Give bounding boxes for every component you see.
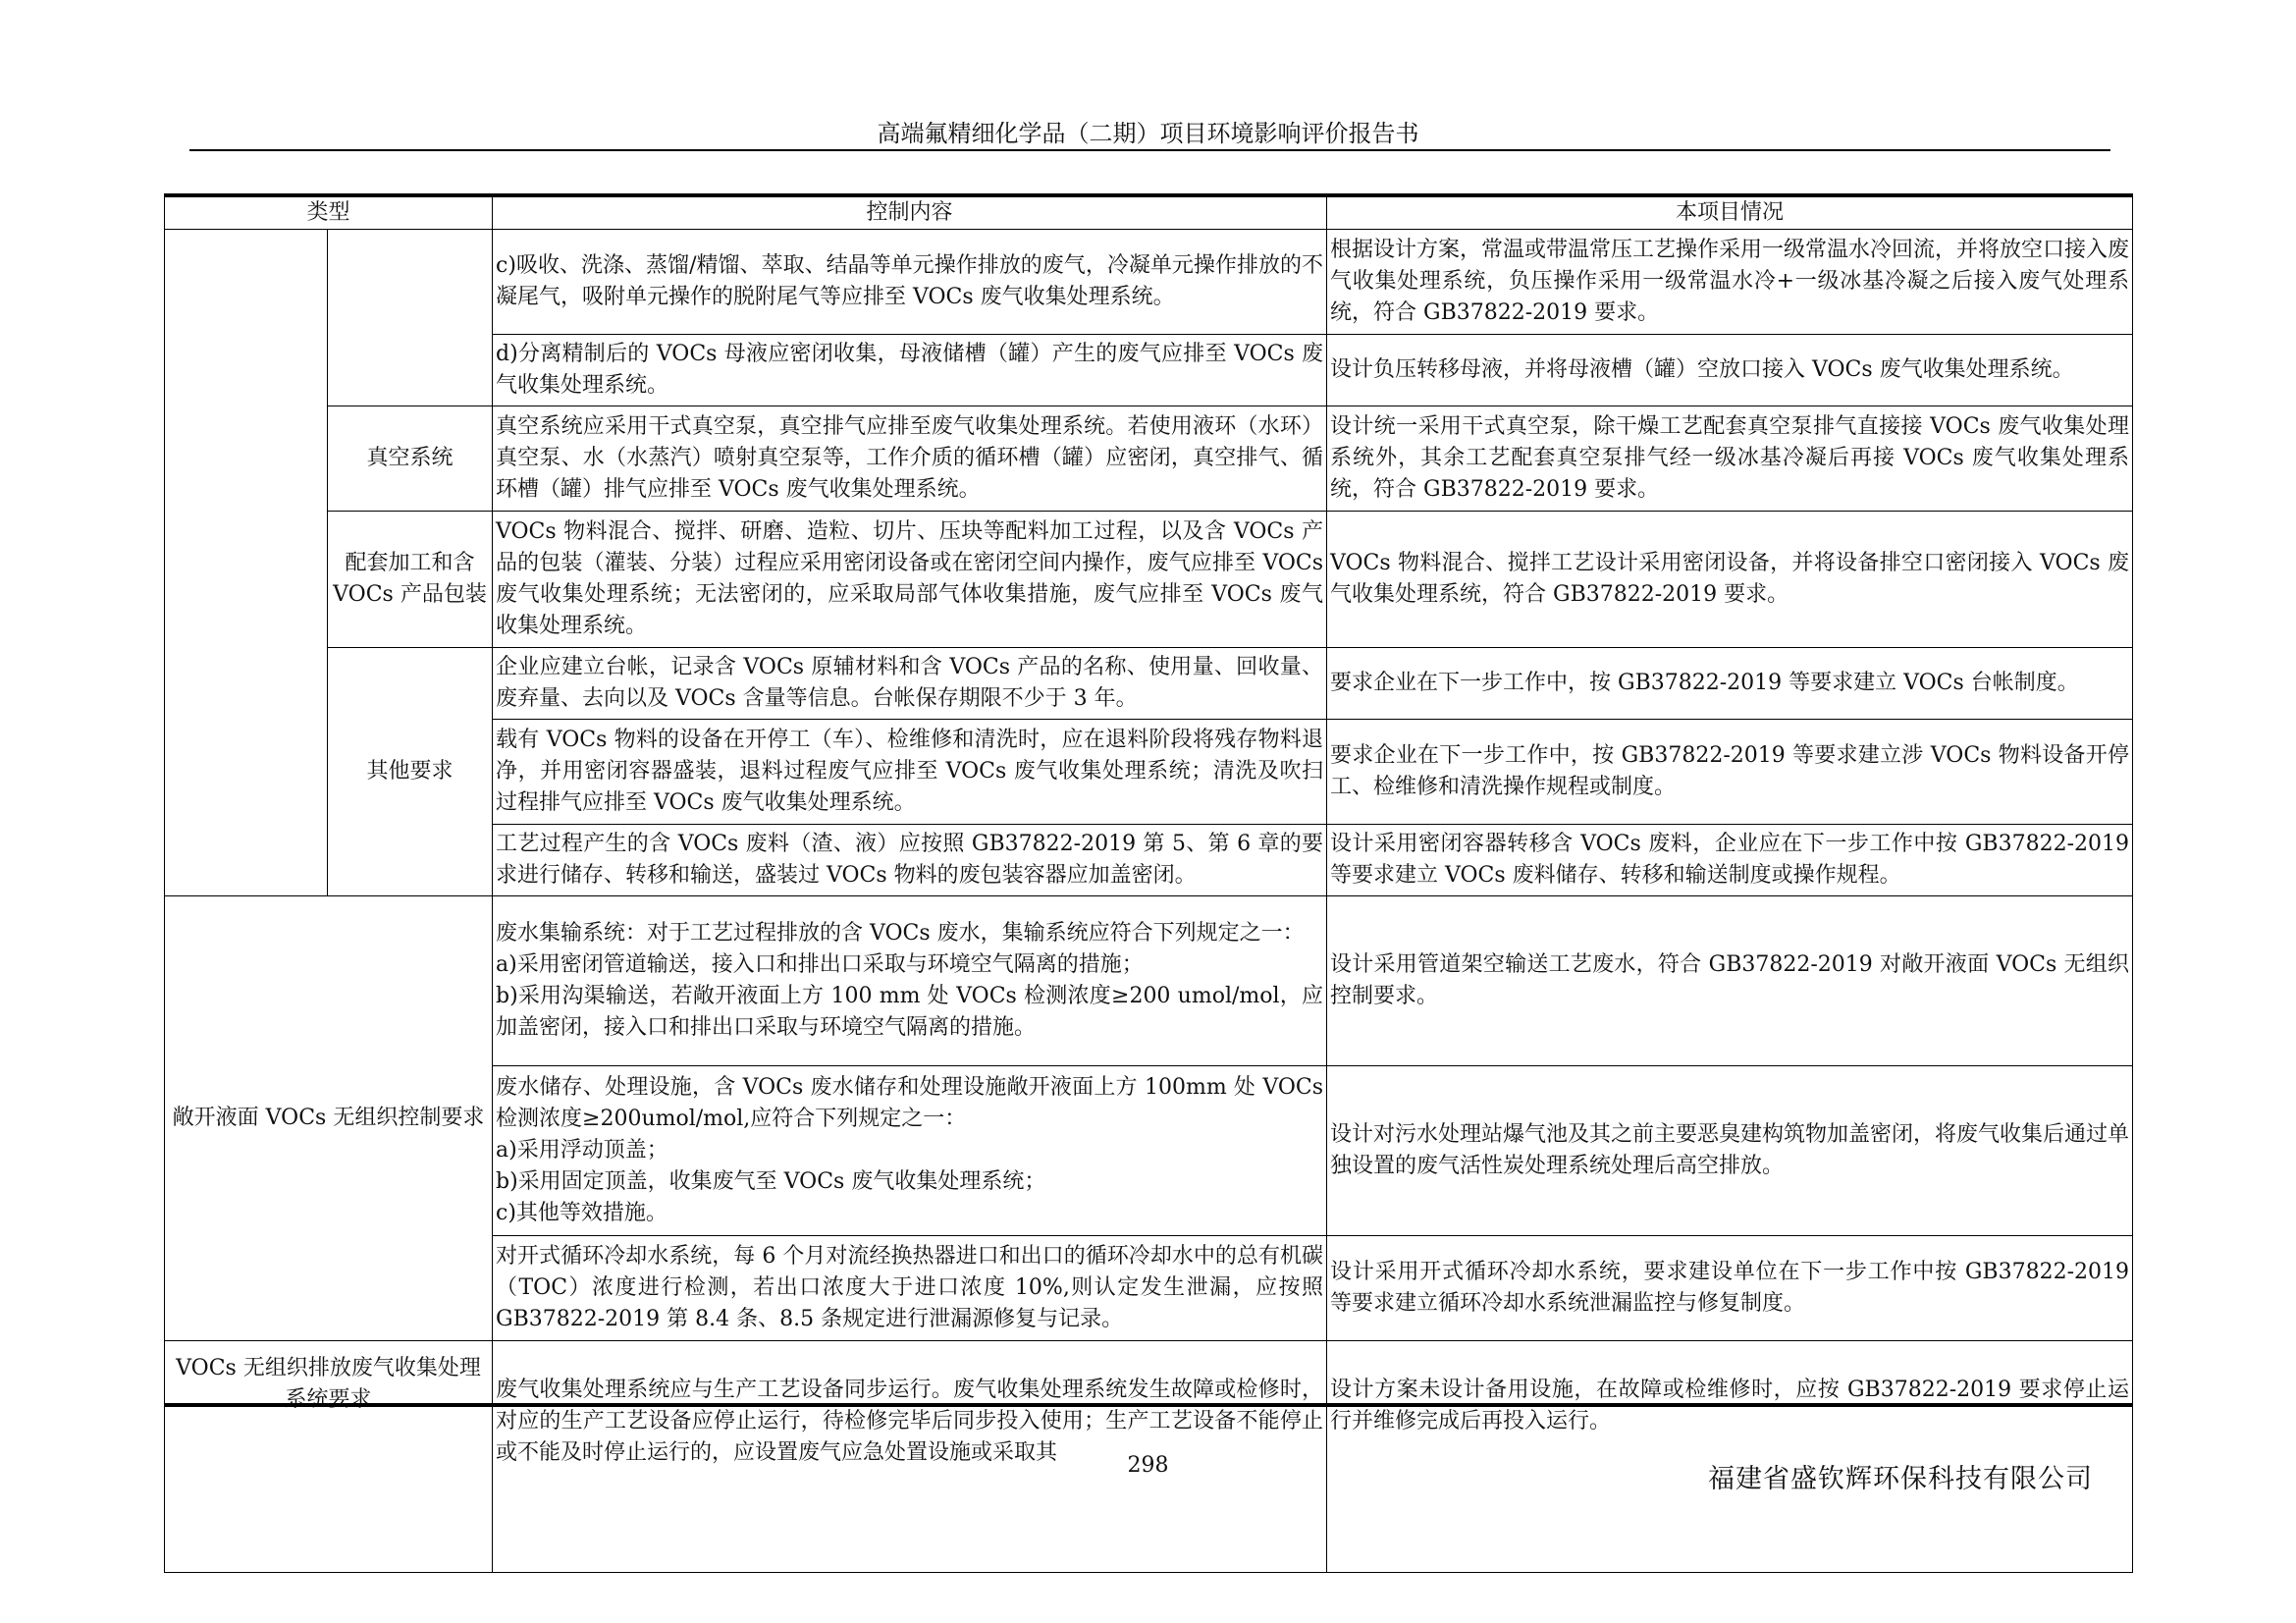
table-row [165,648,2133,720]
type-cell: 敞开液面 VOCs 无组织控制要求 [165,896,493,1341]
control-content-cell: 废气收集处理系统应与生产工艺设备同步运行。废气收集处理系统发生故障或检修时，对应的生产工艺设备应停止运行，待检修完毕后同步投入使用；生产工艺设备不能停止或不能及时停止运行的，应设置废气应急处置设施或采取其 [493,1341,1327,1573]
control-line: b)采用固定顶盖，收集废气至 VOCs 废气收集处理系统； [496,1169,1046,1194]
table-row [165,896,2133,1066]
page-number: 298 [1127,1453,1169,1478]
subtype-cell-continued [328,230,493,406]
control-line: a)采用密闭管道输送，接入口和排出口采取与环境空气隔离的措施； [496,952,1144,977]
control-line: 废水集输系统：对于工艺过程排放的含 VOCs 废水，集输系统应符合下列规定之一： [496,921,1305,946]
project-status-cell: 设计对污水处理站爆气池及其之前主要恶臭建构筑物加盖密闭，将废气收集后通过单独设置的废气活性炭处理系统处理后高空排放。 [1327,1066,2133,1236]
control-content-cell [493,896,1327,1066]
header-project-status: 本项目情况 [1327,195,2133,230]
project-status-cell: 设计方案未设计备用设施，在故障或检维修时，应按 GB37822-2019 要求停止运行并维修完成后再投入运行。 [1327,1341,2133,1573]
project-status-cell: 设计采用开式循环冷却水系统，要求建设单位在下一步工作中按 GB37822-2019 等要求建立循环冷却水系统泄漏监控与修复制度。 [1327,1236,2133,1341]
control-content-cell: 真空系统应采用干式真空泵，真空排气应排至废气收集处理系统。若使用液环（水环）真空泵、水（水蒸汽）喷射真空泵等，工作介质的循环槽（罐）应密闭，真空排气、循环槽（罐）排气应排至 VOCs 废气收集处理系统。 [493,406,1327,512]
company-name: 福建省盛钦辉环保科技有限公司 [1708,1464,2093,1494]
table-row [165,230,2133,335]
project-status-cell: VOCs 物料混合、搅拌工艺设计采用密闭设备，并将设备排空口密闭接入 VOCs 废气收集处理系统，符合 GB37822-2019 要求。 [1327,512,2133,648]
project-status-cell: 要求企业在下一步工作中，按 GB37822-2019 等要求建立 VOCs 台帐制度。 [1327,648,2133,720]
project-status-cell: 设计统一采用干式真空泵，除干燥工艺配套真空泵排气直接接 VOCs 废气收集处理系统外，其余工艺配套真空泵排气经一级冰基冷凝后再接 VOCs 废气收集处理系统，符合 GB37822-2019 要求。 [1327,406,2133,512]
table-bottom-rule [164,1403,2132,1407]
project-status-cell: 根据设计方案，常温或带温常压工艺操作采用一级常温水冷回流，并将放空口接入废气收集处理系统，负压操作采用一级常温水冷+一级冰基冷凝之后接入废气处理系统，符合 GB37822-2019 要求。 [1327,230,2133,335]
control-content-cell: VOCs 物料混合、搅拌、研磨、造粒、切片、压块等配料加工过程，以及含 VOCs 产品的包装（灌装、分装）过程应采用密闭设备或在密闭空间内操作，废气应排至 VOCs 废气收集处理系统；无法密闭的，应采取局部气体收集措施，废气应排至 VOCs 废气收集处理系统。 [493,512,1327,648]
subtype-cell: 配套加工和含 VOCs 产品包装 [328,512,493,648]
voc-control-table [164,193,2133,1573]
type-cell-continued [165,230,328,896]
table-row [165,512,2133,648]
control-content-cell: c)吸收、洗涤、蒸馏/精馏、萃取、结晶等单元操作排放的废气，冷凝单元操作排放的不凝尾气，吸附单元操作的脱附尾气等应排至 VOCs 废气收集处理系统。 [493,230,1327,335]
type-cell: VOCs 无组织排放废气收集处理系统要求 [165,1341,493,1573]
table-row [165,406,2133,512]
control-line: 废水储存、处理设施，含 VOCs 废水储存和处理设施敞开液面上方 100mm 处 VOCs 检测浓度≥200umol/mol,应符合下列规定之一： [496,1075,1324,1131]
project-status-cell: 设计负压转移母液，并将母液槽（罐）空放口接入 VOCs 废气收集处理系统。 [1327,335,2133,406]
project-status-cell: 设计采用密闭容器转移含 VOCs 废料，企业应在下一步工作中按 GB37822-2019 等要求建立 VOCs 废料储存、转移和输送制度或操作规程。 [1327,825,2133,896]
control-line: a)采用浮动顶盖； [496,1138,668,1163]
header-rule [189,149,2110,151]
control-content-cell: 工艺过程产生的含 VOCs 废料（渣、液）应按照 GB37822-2019 第 5、第 6 章的要求进行储存、转移和输送，盛装过 VOCs 物料的废包装容器应加盖密闭。 [493,825,1327,896]
control-content-cell: d)分离精制后的 VOCs 母液应密闭收集，母液储槽（罐）产生的废气应排至 VOCs 废气收集处理系统。 [493,335,1327,406]
control-content-cell: 企业应建立台帐，记录含 VOCs 原辅材料和含 VOCs 产品的名称、使用量、回收量、废弃量、去向以及 VOCs 含量等信息。台帐保存期限不少于 3 年。 [493,648,1327,720]
subtype-cell: 真空系统 [328,406,493,512]
table-container [164,193,2132,1465]
subtype-cell: 其他要求 [328,648,493,896]
control-content-cell: 对开式循环冷却水系统，每 6 个月对流经换热器进口和出口的循环冷却水中的总有机碳（TOC）浓度进行检测，若出口浓度大于进口浓度 10%,则认定发生泄漏，应按照 GB37822-2019 第 8.4 条、8.5 条规定进行泄漏源修复与记录。 [493,1236,1327,1341]
project-status-cell: 要求企业在下一步工作中，按 GB37822-2019 等要求建立涉 VOCs 物料设备开停工、检维修和清洗操作规程或制度。 [1327,720,2133,825]
control-content-cell [493,1066,1327,1236]
table-header-row [165,195,2133,230]
header-type: 类型 [165,195,493,230]
document-header-title: 高端氟精细化学品（二期）项目环境影响评价报告书 [877,120,1419,147]
control-content-cell: 载有 VOCs 物料的设备在开停工（车）、检维修和清洗时，应在退料阶段将残存物料退净，并用密闭容器盛装，退料过程废气应排至 VOCs 废气收集处理系统；清洗及吹扫过程排气应排至 VOCs 废气收集处理系统。 [493,720,1327,825]
control-line: b)采用沟渠输送，若敞开液面上方 100 mm 处 VOCs 检测浓度≥200 umol/mol，应加盖密闭，接入口和排出口采取与环境空气隔离的措施。 [496,984,1324,1040]
control-line: c)其他等效措施。 [496,1201,667,1225]
header-control-content: 控制内容 [493,195,1327,230]
project-status-cell: 设计采用管道架空输送工艺废水，符合 GB37822-2019 对敞开液面 VOCs 无组织控制要求。 [1327,896,2133,1066]
